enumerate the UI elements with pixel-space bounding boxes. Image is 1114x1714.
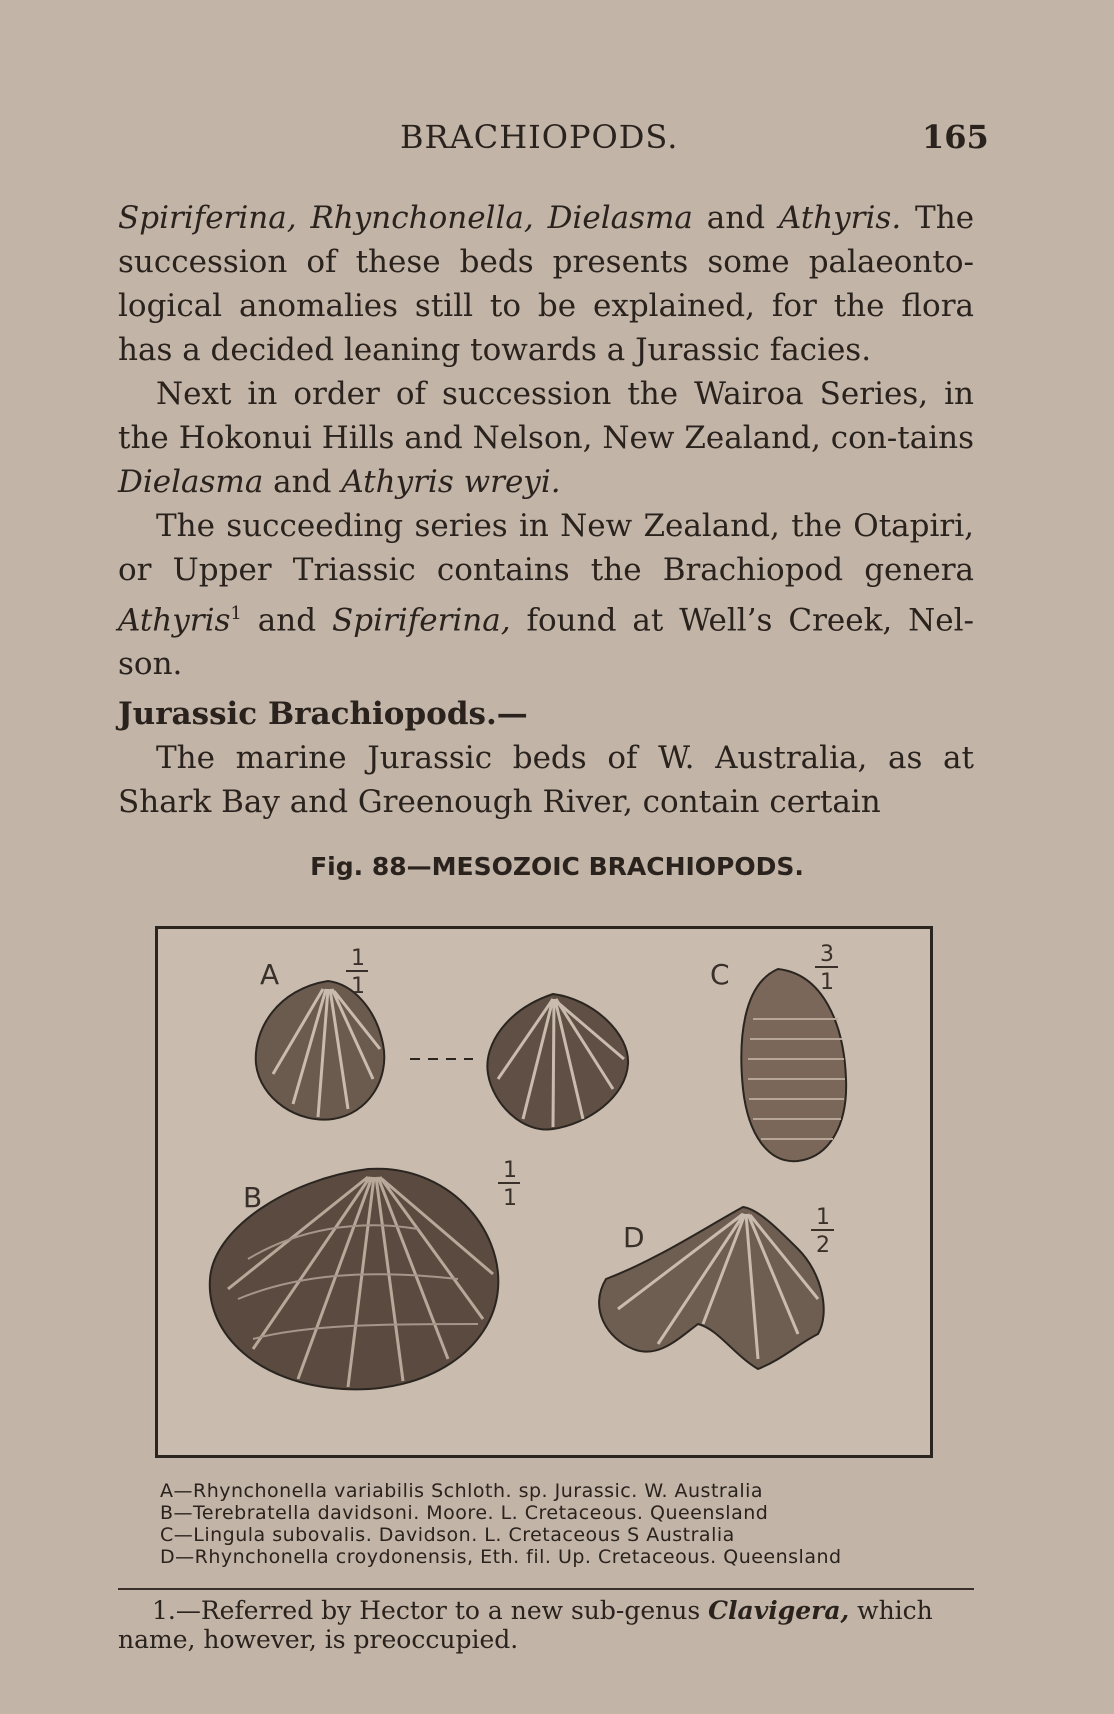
paragraph-3-rest: found at Well’s Creek, Nel-son. xyxy=(118,602,975,683)
conjunction: and xyxy=(706,200,766,236)
paragraph-1 xyxy=(118,196,974,372)
svg-text:1: 1 xyxy=(351,946,365,971)
svg-text:1: 1 xyxy=(503,1186,517,1211)
genus-name: Spiriferina, xyxy=(118,200,297,236)
footnote-marker: 1 xyxy=(230,603,242,624)
figure-plate xyxy=(155,926,933,1458)
scale-c xyxy=(815,942,838,995)
caption-c: C—Lingula subovalis. Davidson. L. Cretaceous S Australia xyxy=(160,1524,735,1546)
genus-name: Dielasma xyxy=(547,200,693,236)
specimen-a-shell-2 xyxy=(487,994,628,1130)
svg-text:1: 1 xyxy=(820,970,834,995)
page-number: 165 xyxy=(922,118,989,156)
genus-name: Athyris wreyi. xyxy=(341,464,561,500)
caption-b: B—Terebratella davidsoni. Moore. L. Cretaceous. Queensland xyxy=(160,1502,769,1524)
genus-name: Athyris xyxy=(118,602,231,639)
figure-label-c: C xyxy=(710,958,730,991)
paragraph-3 xyxy=(118,504,974,686)
svg-text:2: 2 xyxy=(816,1233,830,1258)
svg-text:1: 1 xyxy=(503,1158,517,1183)
figure-captions xyxy=(160,1480,960,1568)
paragraph-1-text: The succession of these beds presents some palaeonto-logical anomalies still to be explained, for the flora has a decided leaning towards a Jurassic facies. xyxy=(118,200,975,368)
paragraph-3-text: The succeeding series in New Zealand, the Otapiri, or Upper Triassic contains the Brachiopod genera xyxy=(118,508,974,588)
paragraph-2 xyxy=(118,372,974,504)
genus-name: Clavigera, xyxy=(708,1596,850,1625)
running-header: BRACHIOPODS. xyxy=(400,118,679,156)
specimen-a-shell-1 xyxy=(256,981,385,1120)
svg-text:3: 3 xyxy=(820,942,834,967)
genus-name: Dielasma xyxy=(118,464,264,500)
caption-d: D—Rhynchonella croydonensis, Eth. fil. Up. Cretaceous. Queensland xyxy=(160,1546,842,1568)
genus-name: Spiriferina, xyxy=(332,602,511,639)
genus-name: Athyris. xyxy=(778,200,902,236)
paragraph-2-text: Next in order of succession the Wairoa Series, in the Hokonui Hills and Nelson, New Zealand, con-tains xyxy=(118,376,974,456)
specimen-c-shell xyxy=(741,969,846,1161)
conjunction: and xyxy=(273,464,332,500)
figure-label-b: B xyxy=(243,1181,263,1214)
footnote-rest: which name, however, is preoccupied. xyxy=(118,1596,933,1654)
scale-b xyxy=(498,1158,520,1211)
svg-text:1: 1 xyxy=(351,974,365,999)
figure-title: Fig. 88—MESOZOIC BRACHIOPODS. xyxy=(310,852,804,881)
footnote xyxy=(118,1596,974,1654)
caption-a: A—Rhynchonella variabilis Schloth. sp. Jurassic. W. Australia xyxy=(160,1480,764,1502)
section-heading: Jurassic Brachiopods.— xyxy=(118,696,528,733)
figure-label-a: A xyxy=(260,958,280,991)
svg-text:1: 1 xyxy=(816,1205,830,1230)
footnote-rule xyxy=(118,1588,974,1590)
footnote-text: 1.—Referred by Hector to a new sub-genus xyxy=(152,1596,701,1625)
paragraph-4: The marine Jurassic beds of W. Australia, as at Shark Bay and Greenough River, contain certain xyxy=(118,740,974,821)
brachiopod-illustrations xyxy=(158,929,930,1455)
figure-label-d: D xyxy=(623,1221,645,1254)
genus-name: Rhynchonella, xyxy=(310,200,534,236)
conjunction: and xyxy=(257,602,317,639)
scale-d xyxy=(811,1205,834,1258)
body-text xyxy=(118,196,974,824)
